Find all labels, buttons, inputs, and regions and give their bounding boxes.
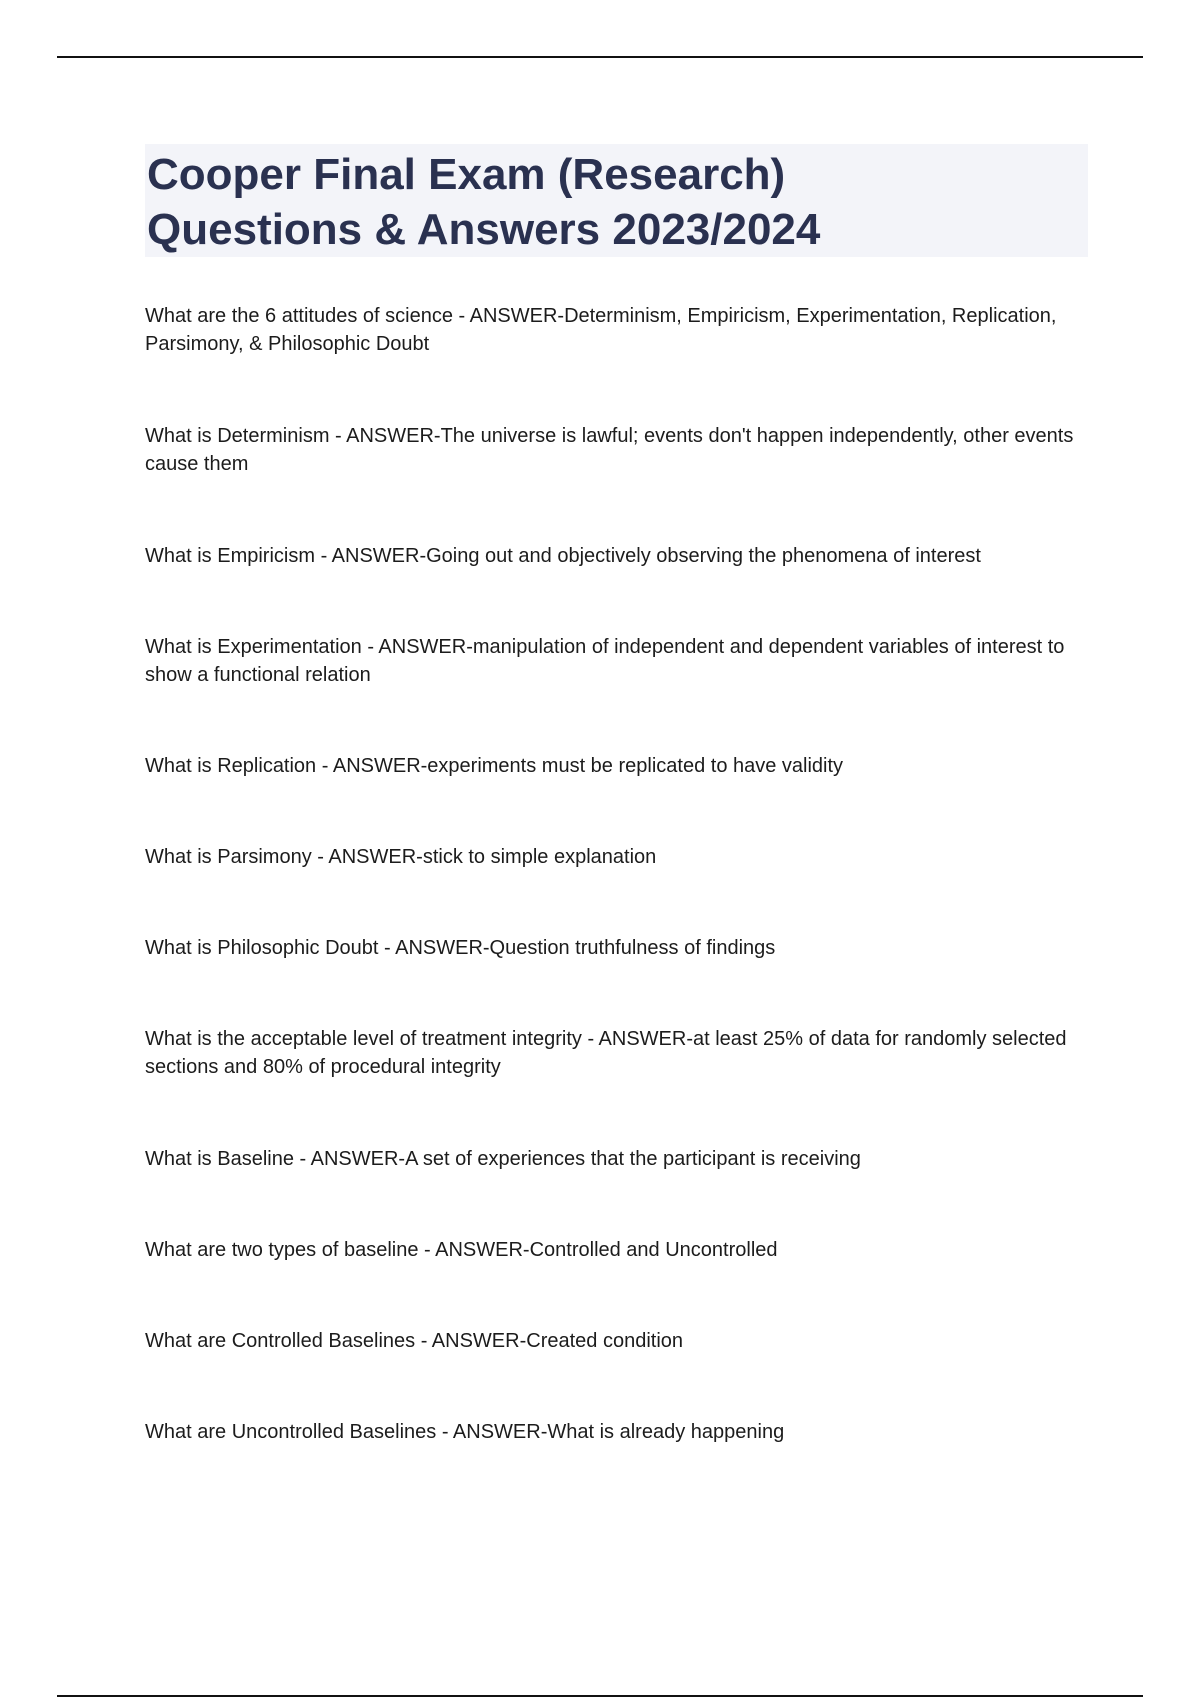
document-title-line-1: Cooper Final Exam (Research) <box>147 150 786 199</box>
title-block <box>145 144 1088 257</box>
document-title-line-2: Questions & Answers 2023/2024 <box>147 205 821 254</box>
qa-item: What is Empiricism - ANSWER-Going out and objectively observing the phenomena of interest <box>145 545 981 567</box>
qa-item: What are two types of baseline - ANSWER-Controlled and Uncontrolled <box>145 1239 778 1261</box>
header-rule <box>57 56 1143 58</box>
qa-item: What is Baseline - ANSWER-A set of experiences that the participant is receiving <box>145 1148 861 1170</box>
qa-item: What is Experimentation - ANSWER-manipulation of independent and dependent variables of interest to show a functional relation <box>145 636 1065 686</box>
qa-item: What is Replication - ANSWER-experiments must be replicated to have validity <box>145 755 844 777</box>
qa-item: What is Determinism - ANSWER-The universe is lawful; events don't happen independently, other events cause them <box>145 425 1074 475</box>
qa-item: What is the acceptable level of treatment integrity - ANSWER-at least 25% of data for randomly selected sections and 80% of procedural integrity <box>145 1028 1067 1078</box>
qa-item: What are Uncontrolled Baselines - ANSWER-What is already happening <box>145 1421 785 1443</box>
qa-item: What is Philosophic Doubt - ANSWER-Question truthfulness of findings <box>145 937 776 959</box>
qa-item: What is Parsimony - ANSWER-stick to simple explanation <box>145 846 657 868</box>
qa-item: What are Controlled Baselines - ANSWER-Created condition <box>145 1330 684 1352</box>
qa-item: What are the 6 attitudes of science - ANSWER-Determinism, Empiricism, Experimentation, Replication, Parsimony, & Philosophic Doubt <box>145 305 1057 355</box>
footer-rule <box>57 1695 1143 1697</box>
